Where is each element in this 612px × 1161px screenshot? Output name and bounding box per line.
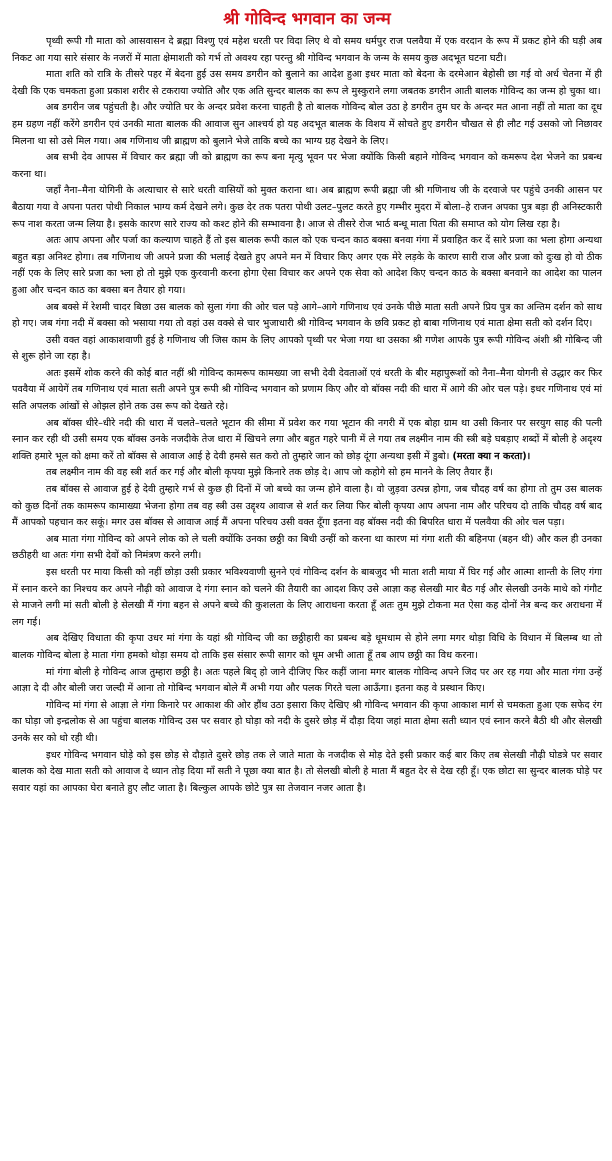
paragraph: जहाँ नैना–मैना योगिनी के अत्याचार से सारे धरती वासियों को मुक्त कराना था। अब ब्राह्मण रूपी ब्रह्मा जी श्री गणिनाथ जी के दरवाजे पर पहुंचे उनकी आसन पर बैठाया गया वे अपना पतरा पोथी निकाल भाग्य कर्म देखने लगे। कुछ देर तक पतरा पोथी उलट–पुलट करते हुए गम्भीर मुदरा में बोला–हे राजन अपका पुत्र बड़ा ही अनिस्टकारी रूप नाश करता जन्म लिया है। इसके कारण सारे राज्य को कश्ट होने की सम्भावना है। आज से तीसरे रोज भार्ठ बन्धू माता पिता की समाप्त को योग लिख रहा है। [12, 185, 602, 230]
paragraph: अब बक्से में रेशमी चादर बिछा उस बालक को सुला गंगा की ओर चल पड़े आगे–आगे गणिनाथ एवं उनके पीछे माता सती अपने प्रिय पुत्र का अन्तिम दर्शन को साथ हो गए। जब गंगा नदी में बक्सा को भसाया गया तो वहां उस वक्से से चार भुजाधारी श्री गोविन्द भगवान के छवि प्रकट हो बाबा गणिनाथ एवं माता क्षेमा सती को दर्शन दिए। [12, 301, 602, 330]
paragraph: मां गंगा बोली हे गोविन्द आज तुम्हारा छठ्ठी है। अतः पहले बिद् हो जाने दीजिए फिर कहीं जाना मगर बालक गोविन्द अपने जिद पर अर रह गया और माता गंगा उन्हें आज्ञा दे दी और बोली जरा जल्दी में आना तो गोबिन्द भगवान बोले मैं अभी गया और पलक गिरते चला आऊँगा। इतना कह वे प्रस्थान किए। [12, 666, 602, 695]
paragraph: इस धरती पर माया किसी को नहीं छोड़ा उसी प्रकार भविश्यवाणी सुनने एवं गोविन्द दर्शन के बाबजुद भी माता शती माया में घिर गई और आत्मा शान्ती के लिए गंगा में स्नान करने का निश्चय कर अपने नौढ़ी को आवाज दे गंगा स्नान को चलने की तैयारी का आदश किए उसे आज्ञा कह सेलखी मार बैठ गई और सेलखी उनके माथे को गंगौट से माजने लगी मां सती बोली हे सेलखी मैं गंगा बहन से अपने बच्चे की कुशलता के लिए आराधना करता हूँ अतः तुम मुझे टोकना मत ऐसा कह दोनों नेत्र बन्द कर अराधना में लग गई। [12, 567, 602, 628]
document-title: श्री गोविन्द भगवान का जन्म [223, 9, 391, 28]
paragraph: अतः आप अपना और पर्जा का कल्याण चाहते हैं तो इस बालक रूपी काल को एक चन्दन काठ बक्सा बनवा गंगा में प्रवाहित कर दें सारे प्रजा का भला होगा अन्यथा बहुत बड़ा अनिश्ट होगा। तब गणिनाथ जी अपने प्रजा की भलाई देखते हुए अपने मन में विचार किए अगर एक मेरे लड़के के कारण सारी राज और प्रजा को दुःख हो वो ठीक नहीं एक के लिए सारे प्रजा का भ्ला हो तो मुझे एक कुरवानी करना होगा ऐसा विचार कर अपने एक सेवा को आदेश किए चन्दन काठ के बक्सा बनवाने का आदेश का पालन हुआ और चन्दन काठ का बक्सा बन तैयार हो गया। [12, 235, 602, 296]
paragraph: माता शति को रात्रि के तीसरे पहर में बेदना हुई उस समय डगरीन को बुलाने का आदेश हुआ इधर माता को बेदना के दरमेआन बेहोसी छा गई वो अर्ध चेतना में ही देखी कि एक चमकता हुआ प्रकाश शरीर से टकराया ज्योति और एक अति सुन्दर बालक का रूप ले मुस्कुराने लगा जबतक डगरीन आती बालक गोविन्द का जन्म हो चुका था। [12, 69, 602, 97]
highlighted-phrase: (मरता क्या न करता)। [452, 450, 531, 462]
paragraph: पृथ्वी रूपी गौ माता को आसवासन दे ब्रह्मा विश्णु एवं महेश धरती पर विदा लिए थे वो समय धर्मपुर राज पलवैया में एक वरदान के रूप में प्रकट होने की घड़ी अब निकट आ गया सारे संसार के नजरों में माता क्षेमाशती को गर्भ तो अवश्य रहा परन्तु श्री गोविन्द भगवान के जन्म के समय कुछ अदभूत घटना घटी। [12, 36, 602, 64]
paragraph: अतः इसमें शोक करने की कोई बात नहीं श्री गोविन्द कामरूप कामख्या जा सभी देवी देवताओं एवं धरती के बीर महापुरूशों को नैना–मैना योगनी से उद्धार कर फिर पववैया में आयेगें तब गणिनाथ एवं माता सती अपने पुत्र रूपी श्री गोविन्द भगवान को प्रणाम किए और वो बॉक्स नदी की धारा में आगे की ओर चल पड़े। इधर गणिनाथ एवं मां सति अपलक आंखों से ओझल होने तक उस रूप को देखते रहे। [12, 367, 602, 413]
paragraph-text: अब बॉक्स धीरे–धीरे नदी की धारा में चलते–चलते भूटान की सीमा में प्रवेश कर गया भूटान की नगरी में एक बोहा ग्राम था उसी किनार पर सरयुग साह की पत्नी स्नान कर रही थी उसी समय एक बॉक्स उनके नजदीके तेज धारा में खिचने लगा और बहुत गहरे पानी में ले गया तब लक्ष्मीन नाम की स्त्री बड़े घबड़ाए शब्दों में बोली हे अदृश्य शक्ति हमारे भूल को क्षमा करें तो बॉक्स से आवाज आई हे देवी हमसे सत करो तो तुम्हारे जान को छोड़ दूंगा अन्यथा इसी में डुबो। [12, 417, 602, 462]
paragraph-with-highlight [12, 416, 602, 466]
paragraph: उसी वक्त वहां आकाशवाणी हुई हे गणिनाथ जी जिस काम के लिए आपको पृथ्वी पर भेजा गया था उसका श्री गणेश आपके पुत्र रूपी गोविन्द अंशी श्री गोबिन्द जी से शुरू होने जा रहा है। [12, 334, 602, 363]
paragraph: अब देखिए विधाता की कृपा उधर मां गंगा के यहां श्री गोविन्द जी का छठ्ठीहारी का प्रबन्ध बड़े धूमधाम से होने लगा मगर थोड़ा विधि के विधान में बिलम्ब था तो बालक गोविन्द बोला हे माता गंगा हमको थोड़ा समय दो ताकि इस संसार रूपी सागर को धूम अभी आता हूँ तब आप छठ्ठी का विध करना। [12, 633, 602, 661]
paragraph: अब सभी देव आपस में विचार कर ब्रह्मा जी को ब्राह्मण का रूप बना मृत्यु भूवन पर भेजा क्योंकि किसी बहाने गोविन्द भगवान को कमरूप देश भेजने का प्रबन्ध करना था। [12, 152, 602, 180]
paragraph: तब लक्ष्मीन नाम की वह स्त्री शर्त कर गई और बोली कृपया मुझे किनारे तक छोड़ दे। आप जो कहोगे सो हम मानने के लिए तैयार हैं। [46, 467, 494, 479]
paragraph: अब माता गंगा गोविन्द को अपने लोक को ले चली क्योंकि उनका छठ्ठी का बिधी उन्हीं को करना था कारण मां गंगा शती की बहिनपा (बहन थी) और कल ही उनका छठीहरी था अतः गंगा सभी देवों को निमंत्रण करने लगी। [12, 533, 602, 562]
document-body [12, 34, 602, 797]
paragraph: गोविन्द मां गंगा से आज्ञा ले गंगा किनारे पर आकाश की ओर हौंथ उठा इसारा किए देखिए श्री गोविन्द भगवान की कृपा आकाश मार्ग से चमकता हुआ एक सफेद रंग का घोड़ा जो इन्द्रलोक से आ पहुंचा बालक गोविन्द उस पर सवार हो घोड़ा को नदी के दुसरे छोड़ में दौड़ा दिया जहां माता क्षेमा सती ध्यान एवं स्नान करने बैठी थी और सेलखी उनके सर को धो रही थी। [12, 699, 602, 744]
paragraph: इधर गोविन्द भगवान घोड़े को इस छोड़ से दौड़ाते दुसरे छोड़ तक ले जाते माता के नजदीक से मोड़ देते इसी प्रकार कई बार किए तब सेलखी नौढ़ी घोडत्रे पर सवार बालक को देख माता सती को आवाज दे ध्यान तोड़ दिया माँ सती ने पूछा क्या बात है। तो सेलखी बोली हे माता मैं बहुत देर से देख रही हूँ। एक छोटा सा सुन्दर बालक घोड़े पर सवार यहां का आपका घेरा बनाते हुए लौट जाता है। बिल्कुल आपके छोटे पुत्र सा तेजवान नजर आता है। [12, 749, 602, 794]
paragraph: तब बॉक्स से आवाज हुई हे देवी तुम्हारे गर्भ से कुछ ही दिनों में जो बच्चे का जन्म होने वाला है। वो जुड़वा उत्पन्न होगा, जब चौदह वर्ष का होगा तो तुम उस बालक को कुछ दिनों तक कामरूप कामाख्या भेजना होगा तब वह स्त्री उस उद्दृश्य आवाज से शर्त कर लिया फिर बोली कृपया आप अपना नाम और परिचय दो ताकि चौदह वर्ष बाद मैं आपको पहचान कर सकूं। मगर उस बॉक्स से आवाज आई मैं अपना परिचय उसी वक्त दूँगा इतना वह बॉक्स नदी की बिपरित धारा में पलवैया की ओर चल पड़ा। [12, 484, 602, 529]
paragraph: अब डगरीन जब पहुंचती है। और ज्योति घर के अन्दर प्रवेश करना चाहती है तो बालक गोविन्द बोल उठा हे डगरीन तुम घर के अन्दर मत आना नहीं तो माता का दूध हम ग्रहण नहीं करेंगे डगरीन एवं उनकी माता बालक की आवाज सुन आश्चर्य हो यह अदभूत बालक के विशय में सोचते हुए डगरीन चौखत से ही लौट गई उसको जो निछावर मिलना था सो उसे मिल गया। अब गणिनाथ जी ब्राह्मण को बुलाने भेजे ताकि बच्चे का भाग्य ग्रह देखने के लिए। [12, 102, 602, 147]
